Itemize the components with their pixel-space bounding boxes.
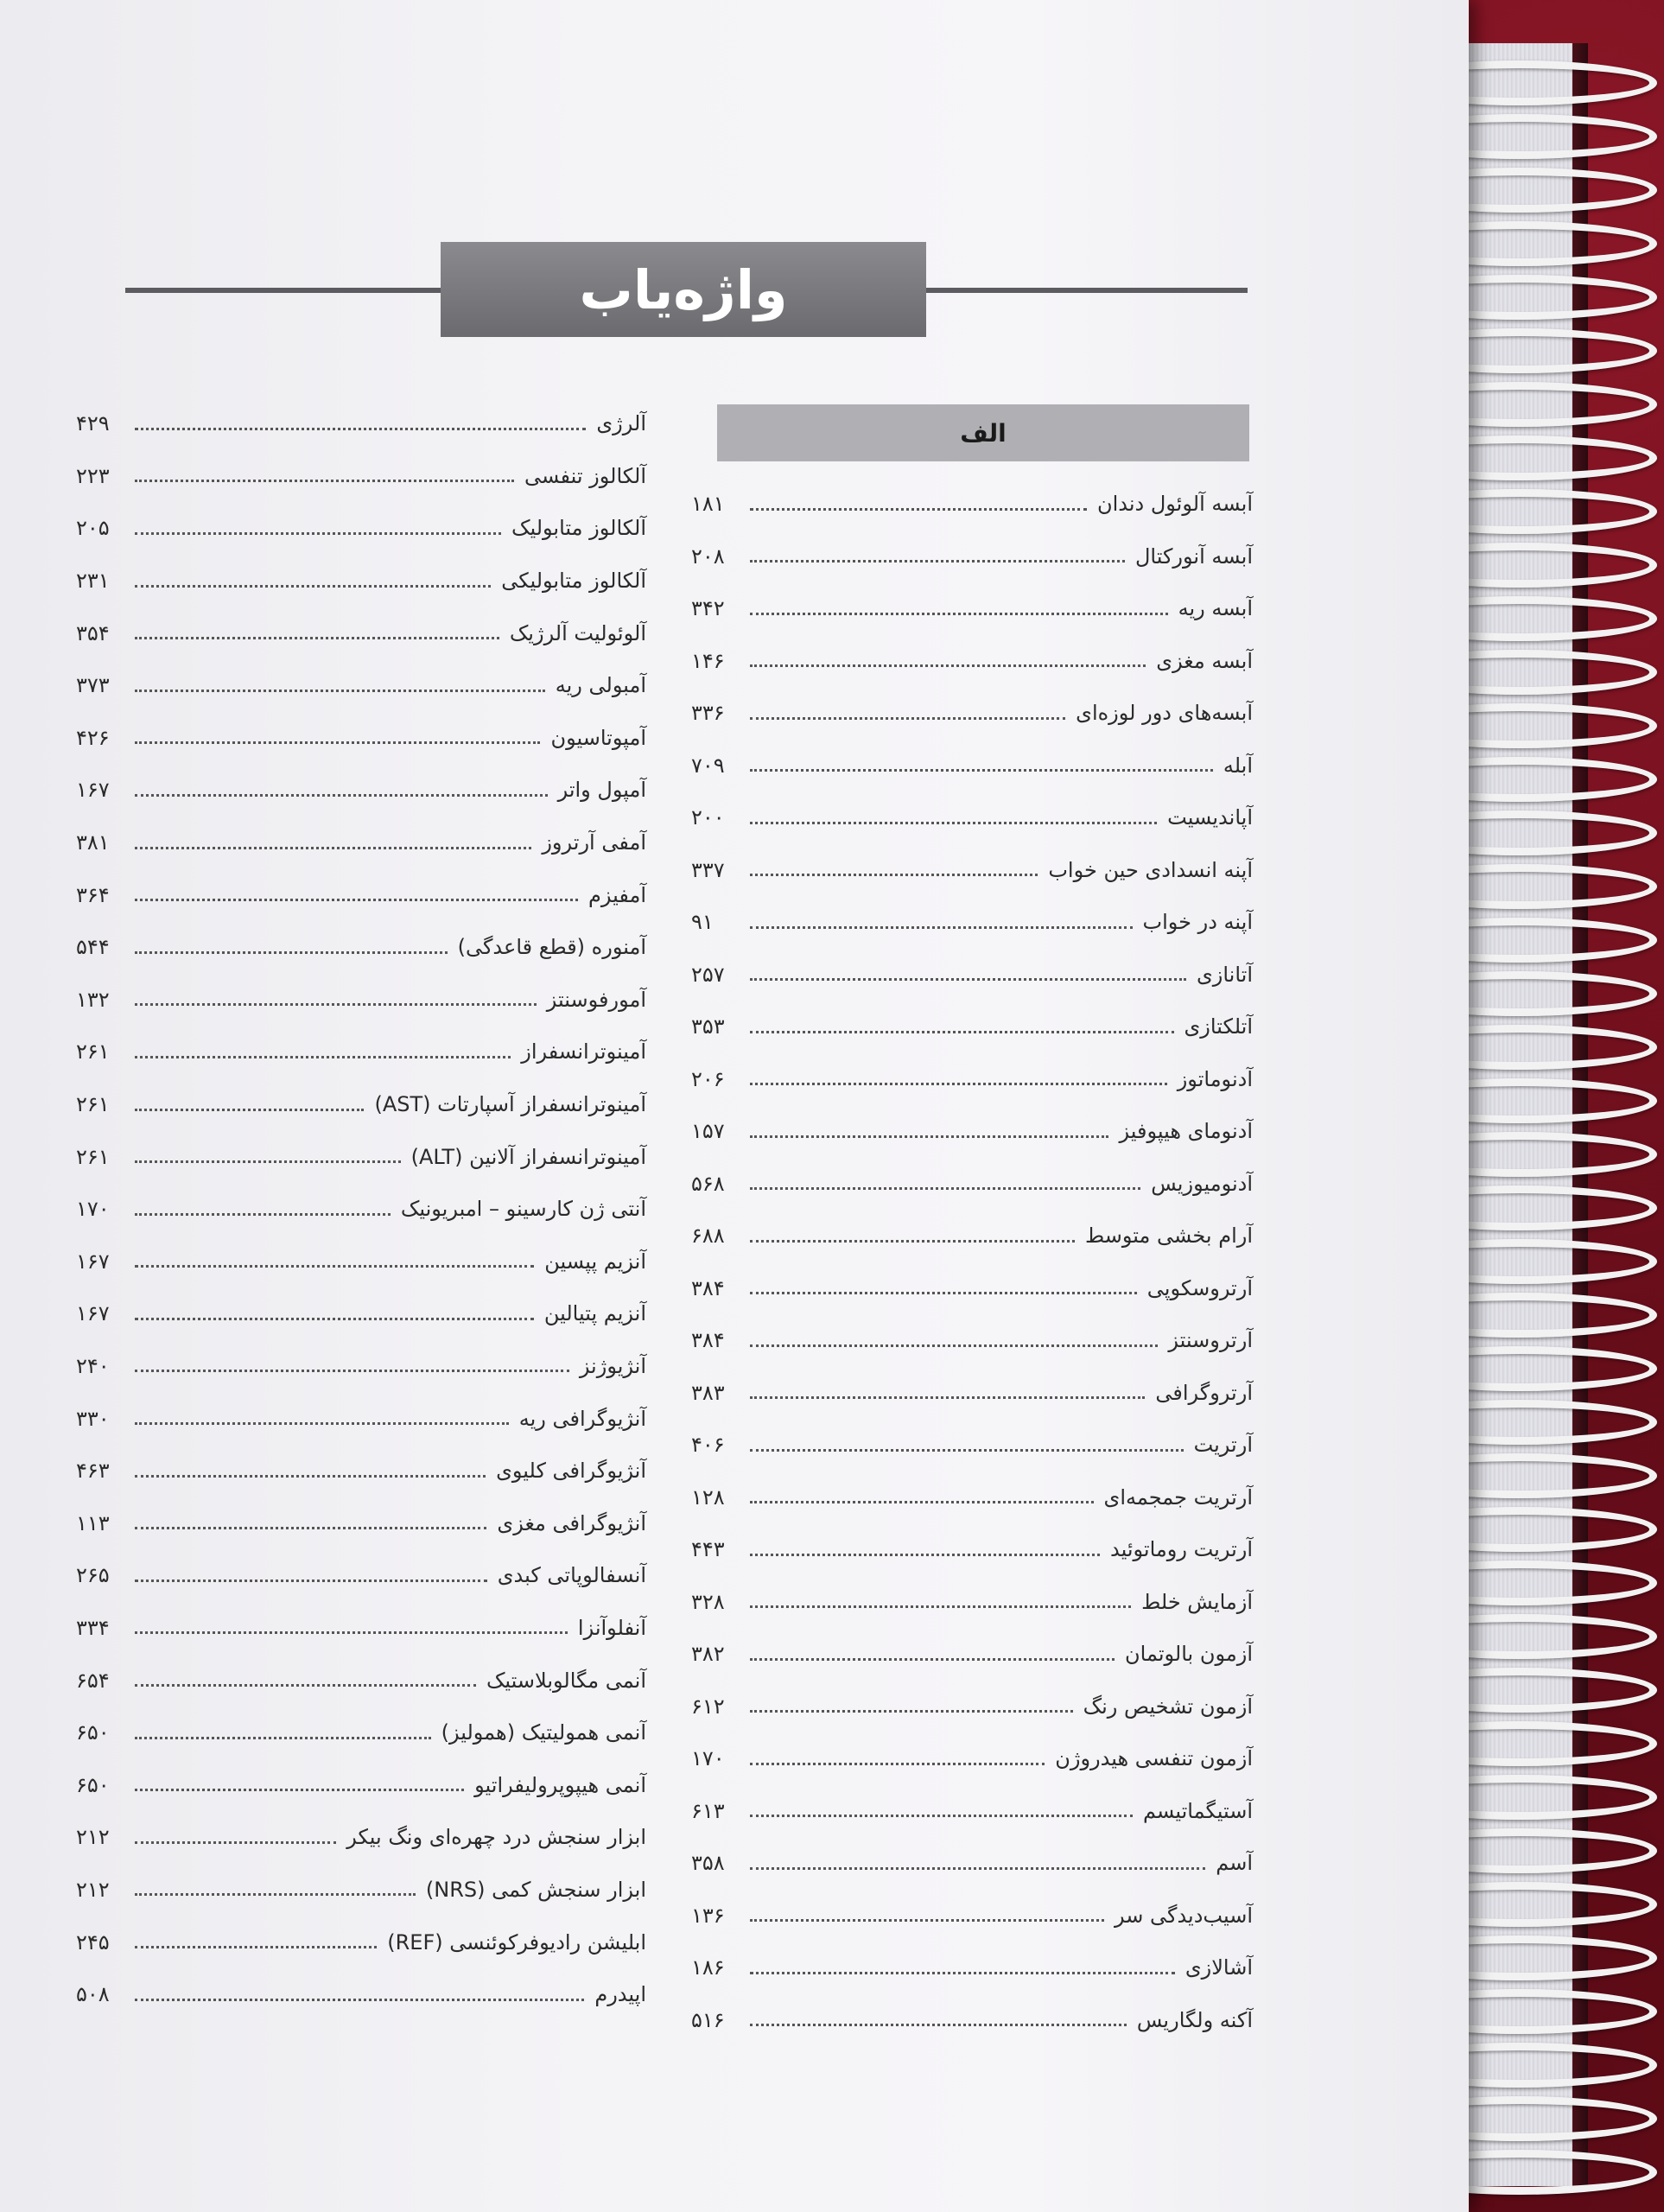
index-entry [76, 607, 646, 659]
dot-leader [750, 1605, 1131, 1608]
dot-leader [135, 1737, 431, 1739]
dot-leader [750, 1554, 1100, 1556]
index-entry [76, 1707, 646, 1759]
index-term: آدنوماتوز [1177, 1066, 1253, 1091]
dot-leader [135, 690, 545, 692]
dot-leader [135, 741, 540, 744]
index-term: آلوئولیت آلرژیک [509, 620, 646, 645]
index-entry [691, 1785, 1253, 1838]
index-page-number: ۶۵۴ [76, 1668, 110, 1693]
index-term: آدنومیوزیس [1151, 1171, 1253, 1196]
dot-leader [750, 508, 1087, 511]
index-term: آنژیوگرافی مغزی [497, 1510, 646, 1535]
dot-leader [750, 769, 1213, 772]
index-entry [691, 1053, 1253, 1106]
dot-leader [750, 1031, 1174, 1033]
index-page-number: ۲۵۷ [691, 962, 725, 987]
index-entry [76, 974, 646, 1027]
index-term: آبسه ریه [1178, 596, 1253, 621]
index-term: آزمایش خلط [1141, 1589, 1253, 1614]
dot-leader [750, 1449, 1184, 1452]
index-entry [76, 1392, 646, 1445]
index-page-number: ۲۱۲ [76, 1825, 110, 1850]
index-term: آبسه‌های دور لوزه‌ای [1076, 701, 1253, 726]
index-page-number: ۳۵۳ [691, 1014, 725, 1039]
index-term: آنژیوژنز [579, 1353, 646, 1378]
dot-leader [750, 1919, 1104, 1922]
dot-leader [135, 480, 514, 482]
dot-leader [750, 1396, 1145, 1399]
index-page-number: ۱۶۷ [76, 778, 110, 803]
index-page-number: ۴۲۶ [76, 725, 110, 750]
index-page-number: ۴۶۳ [76, 1459, 110, 1484]
index-term: آزمون بالوتمان [1125, 1642, 1253, 1667]
dot-leader [135, 1370, 569, 1372]
index-term: آلکالوز متابولیک [511, 516, 646, 541]
dot-leader [750, 1187, 1140, 1190]
index-entry [691, 478, 1253, 531]
dot-leader [135, 1422, 509, 1425]
index-term: آمبولی ریه [555, 673, 646, 698]
index-term: آمورفوسنتز [546, 987, 646, 1012]
index-page-number: ۶۵۰ [76, 1772, 110, 1797]
index-entry [691, 896, 1253, 949]
index-entry [691, 1367, 1253, 1420]
index-entry [691, 1471, 1253, 1524]
index-page-number: ۱۸۱ [691, 492, 725, 517]
dot-leader [750, 1763, 1045, 1765]
dot-leader [135, 1999, 584, 2001]
index-entry [691, 531, 1253, 583]
dot-leader [135, 532, 501, 535]
dot-leader [135, 1893, 416, 1896]
dot-leader [135, 428, 586, 430]
index-entry [76, 764, 646, 817]
index-term: آمینوترانسفراز آلانین (ALT) [410, 1144, 646, 1169]
index-page-number: ۳۸۲ [691, 1642, 725, 1667]
dot-leader [750, 1083, 1167, 1085]
index-entry [76, 1654, 646, 1707]
index-term: آنزیم پپسین [544, 1249, 646, 1274]
index-entry [76, 1340, 646, 1393]
index-entry [691, 582, 1253, 635]
index-page-number: ۵۴۴ [76, 935, 110, 960]
index-entry [691, 1890, 1253, 1942]
dot-leader [750, 1135, 1108, 1138]
index-term: آرتروسنتز [1168, 1328, 1253, 1353]
dot-leader [750, 1344, 1158, 1347]
index-term: ابزار سنجش کمی (NRS) [425, 1877, 646, 1902]
index-entry [76, 1287, 646, 1340]
index-term: آبله [1223, 753, 1253, 778]
index-term: آنمی همولیتیک (همولیز) [441, 1720, 646, 1745]
index-entry [691, 740, 1253, 792]
index-entry [76, 555, 646, 607]
index-page-number: ۴۲۹ [76, 411, 110, 436]
index-term: آنژیوگرافی کلیوی [496, 1459, 646, 1484]
index-entry [76, 1758, 646, 1811]
index-page-number: ۲۶۱ [76, 1039, 110, 1065]
index-term: آزمون تشخیص رنگ [1083, 1694, 1253, 1719]
index-entry [76, 659, 646, 712]
index-page-number: ۷۰۹ [691, 753, 725, 778]
index-term: آرتروسکوپی [1146, 1275, 1253, 1300]
dot-leader [135, 1003, 537, 1006]
index-page-number: ۱۱۳ [76, 1510, 110, 1535]
index-term: ابزار سنجش درد چهره‌ای ونگ بیکر [346, 1825, 646, 1850]
index-page-number: ۳۸۴ [691, 1275, 725, 1300]
index-page-number: ۱۷۰ [691, 1746, 725, 1771]
index-page-number: ۱۴۶ [691, 648, 725, 673]
dot-leader [750, 926, 1133, 929]
index-term: آنتی ژن کارسینو – امبریونیک [400, 1197, 646, 1222]
index-entry [691, 1576, 1253, 1629]
index-term: آلکالوز متابولیکی [501, 569, 646, 594]
section-header-alef: الف [717, 404, 1249, 461]
dot-leader [750, 1972, 1175, 1974]
index-entry [76, 1078, 646, 1131]
index-page-number: ۳۳۴ [76, 1615, 110, 1640]
dot-leader [135, 1318, 534, 1320]
dot-leader [750, 874, 1038, 876]
index-term: آستیگماتیسم [1142, 1798, 1253, 1823]
index-page-number: ۱۶۷ [76, 1301, 110, 1326]
index-column-left [76, 397, 646, 2020]
dot-leader [135, 1580, 487, 1582]
index-term: آرتریت [1193, 1433, 1253, 1458]
index-entry [76, 1183, 646, 1236]
index-term: آنفلوآنزا [577, 1615, 646, 1640]
index-term: ابلیشن رادیوفرکوئنسی (REF) [387, 1929, 646, 1955]
index-entry [76, 450, 646, 503]
index-page-number: ۵۱۶ [691, 2007, 725, 2032]
dot-leader [750, 1710, 1073, 1713]
index-entry [76, 397, 646, 450]
index-term: آمفی آرتروز [542, 830, 646, 855]
index-term: آپنه انسدادی حین خواب [1048, 857, 1253, 882]
dot-leader [135, 794, 548, 797]
index-page-number: ۲۰۸ [691, 543, 725, 569]
index-page-number: ۲۶۱ [76, 1144, 110, 1169]
dot-leader [135, 1213, 391, 1216]
dot-leader [135, 1056, 511, 1058]
index-term: آمپول واتر [557, 778, 646, 803]
index-page-number: ۵۰۸ [76, 1982, 110, 2007]
dot-leader [135, 1109, 364, 1111]
index-page-number: ۲۴۰ [76, 1353, 110, 1378]
dot-leader [750, 1815, 1133, 1817]
index-term: آبسه مغزی [1156, 648, 1253, 673]
index-page-number: ۲۶۱ [76, 1092, 110, 1117]
index-page-number: ۲۱۲ [76, 1877, 110, 1902]
index-entry [76, 712, 646, 765]
dot-leader [135, 637, 499, 639]
index-entry [76, 502, 646, 555]
index-page-number: ۱۷۰ [76, 1197, 110, 1222]
dot-leader [135, 1841, 336, 1844]
index-term: آنمی مگالوبلاستیک [486, 1668, 646, 1693]
index-entry [691, 1994, 1253, 2047]
index-term: آدنومای هیپوفیز [1119, 1119, 1253, 1144]
index-page-number: ۶۸۸ [691, 1224, 725, 1249]
index-page-number: ۶۱۲ [691, 1694, 725, 1719]
index-entry [691, 1942, 1253, 1994]
index-entry [691, 1523, 1253, 1576]
index-page-number: ۲۲۳ [76, 463, 110, 488]
dot-leader [135, 585, 491, 588]
index-page-number: ۳۵۸ [691, 1851, 725, 1876]
index-page-number: ۳۸۱ [76, 830, 110, 855]
dot-leader [750, 2024, 1127, 2026]
index-page-number: ۳۳۶ [691, 701, 725, 726]
index-entry [691, 844, 1253, 897]
index-term: آمینوترانسفراز آسپارتات (AST) [374, 1092, 646, 1117]
index-term: آنسفالوپاتی کبدی [497, 1563, 646, 1588]
title-rule-left [125, 288, 441, 293]
index-term: آپاندیسیت [1167, 805, 1253, 830]
index-entry [76, 868, 646, 921]
dot-leader [135, 951, 448, 954]
dot-leader [750, 1292, 1137, 1294]
index-term: آکنه ولگاریس [1136, 2007, 1253, 2032]
index-page-number: ۱۸۶ [691, 1955, 725, 1980]
index-page-number: ۶۱۳ [691, 1798, 725, 1823]
index-entry [691, 1628, 1253, 1681]
index-page-number: ۳۳۷ [691, 857, 725, 882]
index-entry [76, 1811, 646, 1864]
dot-leader [135, 847, 531, 849]
index-entry [691, 791, 1253, 844]
dot-leader [750, 978, 1186, 981]
dot-leader [135, 1946, 377, 1948]
dot-leader [750, 822, 1157, 824]
index-term: آبسه آنورکتال [1134, 543, 1253, 569]
index-page-number: ۲۶۵ [76, 1563, 110, 1588]
index-term: آلکالوز تنفسی [524, 463, 646, 488]
index-term: آمینوترانسفراز [521, 1039, 646, 1065]
index-entry [691, 1837, 1253, 1890]
index-entry [691, 1419, 1253, 1471]
index-page-number: ۳۵۴ [76, 620, 110, 645]
index-page-number: ۳۲۸ [691, 1589, 725, 1614]
index-page-number: ۶۵۰ [76, 1720, 110, 1745]
index-entry [76, 1968, 646, 2021]
index-page-number: ۱۳۲ [76, 987, 110, 1012]
dot-leader [750, 1658, 1115, 1661]
index-entry [691, 1001, 1253, 1053]
title-rule-right [926, 288, 1248, 293]
dot-leader [135, 1265, 534, 1268]
index-entry [76, 1549, 646, 1602]
index-page-number: ۲۰۵ [76, 516, 110, 541]
index-entry [76, 1602, 646, 1655]
index-entry [691, 1314, 1253, 1367]
index-term: آرتریت جمجمه‌ای [1103, 1484, 1253, 1510]
dot-leader [750, 1867, 1205, 1870]
dot-leader [750, 560, 1125, 563]
index-term: آمفیزم [587, 882, 646, 907]
index-term: آتلکتازی [1184, 1014, 1253, 1039]
index-term: آتانازی [1196, 962, 1253, 987]
index-page-number: ۴۰۶ [691, 1433, 725, 1458]
index-entry [76, 817, 646, 869]
index-term: آمپوتاسیون [550, 725, 646, 750]
index-term: آبسه آلوئول دندان [1096, 492, 1253, 517]
index-page-number: ۲۰۰ [691, 805, 725, 830]
index-entry [691, 1105, 1253, 1158]
index-term: آنژیوگرافی ریه [518, 1406, 646, 1431]
index-term: آمنوره (قطع قاعدگی) [457, 935, 646, 960]
index-page-number: ۱۵۷ [691, 1119, 725, 1144]
dot-leader [135, 1527, 486, 1529]
index-entry [691, 687, 1253, 740]
dot-leader [135, 1631, 568, 1634]
page-title: واژه‌یاب [441, 242, 926, 337]
dot-leader [135, 1789, 464, 1791]
index-page-number: ۱۲۸ [691, 1484, 725, 1510]
index-term: آنمی هیپوپرولیفراتیو [474, 1772, 646, 1797]
index-entry [691, 1158, 1253, 1211]
index-entry [691, 1681, 1253, 1733]
index-term: آنزیم پتیالین [543, 1301, 646, 1326]
dot-leader [750, 717, 1065, 720]
index-term: آپنه در خواب [1142, 910, 1253, 935]
dot-leader [135, 1475, 486, 1478]
index-term: اپیدرم [594, 1982, 646, 2007]
dot-leader [750, 1501, 1094, 1503]
index-term: آرام بخشی متوسط [1084, 1224, 1253, 1249]
index-term: آرتروگرافی [1155, 1380, 1253, 1405]
dot-leader [135, 899, 578, 901]
dot-leader [750, 1240, 1075, 1243]
index-page-number: ۳۳۰ [76, 1406, 110, 1431]
index-page-number: ۱۳۶ [691, 1903, 725, 1928]
dot-leader [135, 1684, 476, 1687]
index-entry [76, 1026, 646, 1078]
index-term: آسم [1216, 1851, 1253, 1876]
index-term: آشالازی [1184, 1955, 1253, 1980]
index-page-number: ۳۸۴ [691, 1328, 725, 1353]
index-page-number: ۴۴۳ [691, 1537, 725, 1562]
index-term: آرتریت روماتوئید [1110, 1537, 1253, 1562]
index-page-number: ۲۰۶ [691, 1066, 725, 1091]
index-entry [691, 1210, 1253, 1262]
index-page-number: ۳۷۳ [76, 673, 110, 698]
index-entry [76, 1497, 646, 1549]
index-page-number: ۳۶۴ [76, 882, 110, 907]
dot-leader [135, 1160, 401, 1163]
index-entry [76, 1236, 646, 1288]
dot-leader [750, 664, 1146, 667]
index-entry [76, 921, 646, 974]
index-page-number: ۱۶۷ [76, 1249, 110, 1274]
index-page-number: ۹۱ [691, 910, 714, 935]
index-page-number: ۲۴۵ [76, 1929, 110, 1955]
index-page-number: ۵۶۸ [691, 1171, 725, 1196]
index-entry [691, 1262, 1253, 1315]
index-entry [76, 1916, 646, 1968]
index-entry [76, 1864, 646, 1916]
index-page-number: ۳۸۳ [691, 1380, 725, 1405]
index-entry [691, 949, 1253, 1001]
index-entry [691, 1732, 1253, 1785]
index-column-right [691, 478, 1253, 2046]
index-term: آسیب‌دیدگی سر [1115, 1903, 1253, 1928]
index-page-number: ۳۴۲ [691, 596, 725, 621]
dot-leader [750, 613, 1168, 615]
index-page-number: ۲۳۱ [76, 569, 110, 594]
index-entry [76, 1130, 646, 1183]
index-term: آلرژی [596, 411, 646, 436]
index-entry [691, 635, 1253, 688]
index-term: آزمون تنفسی هیدروژن [1055, 1746, 1253, 1771]
index-entry [76, 1445, 646, 1497]
